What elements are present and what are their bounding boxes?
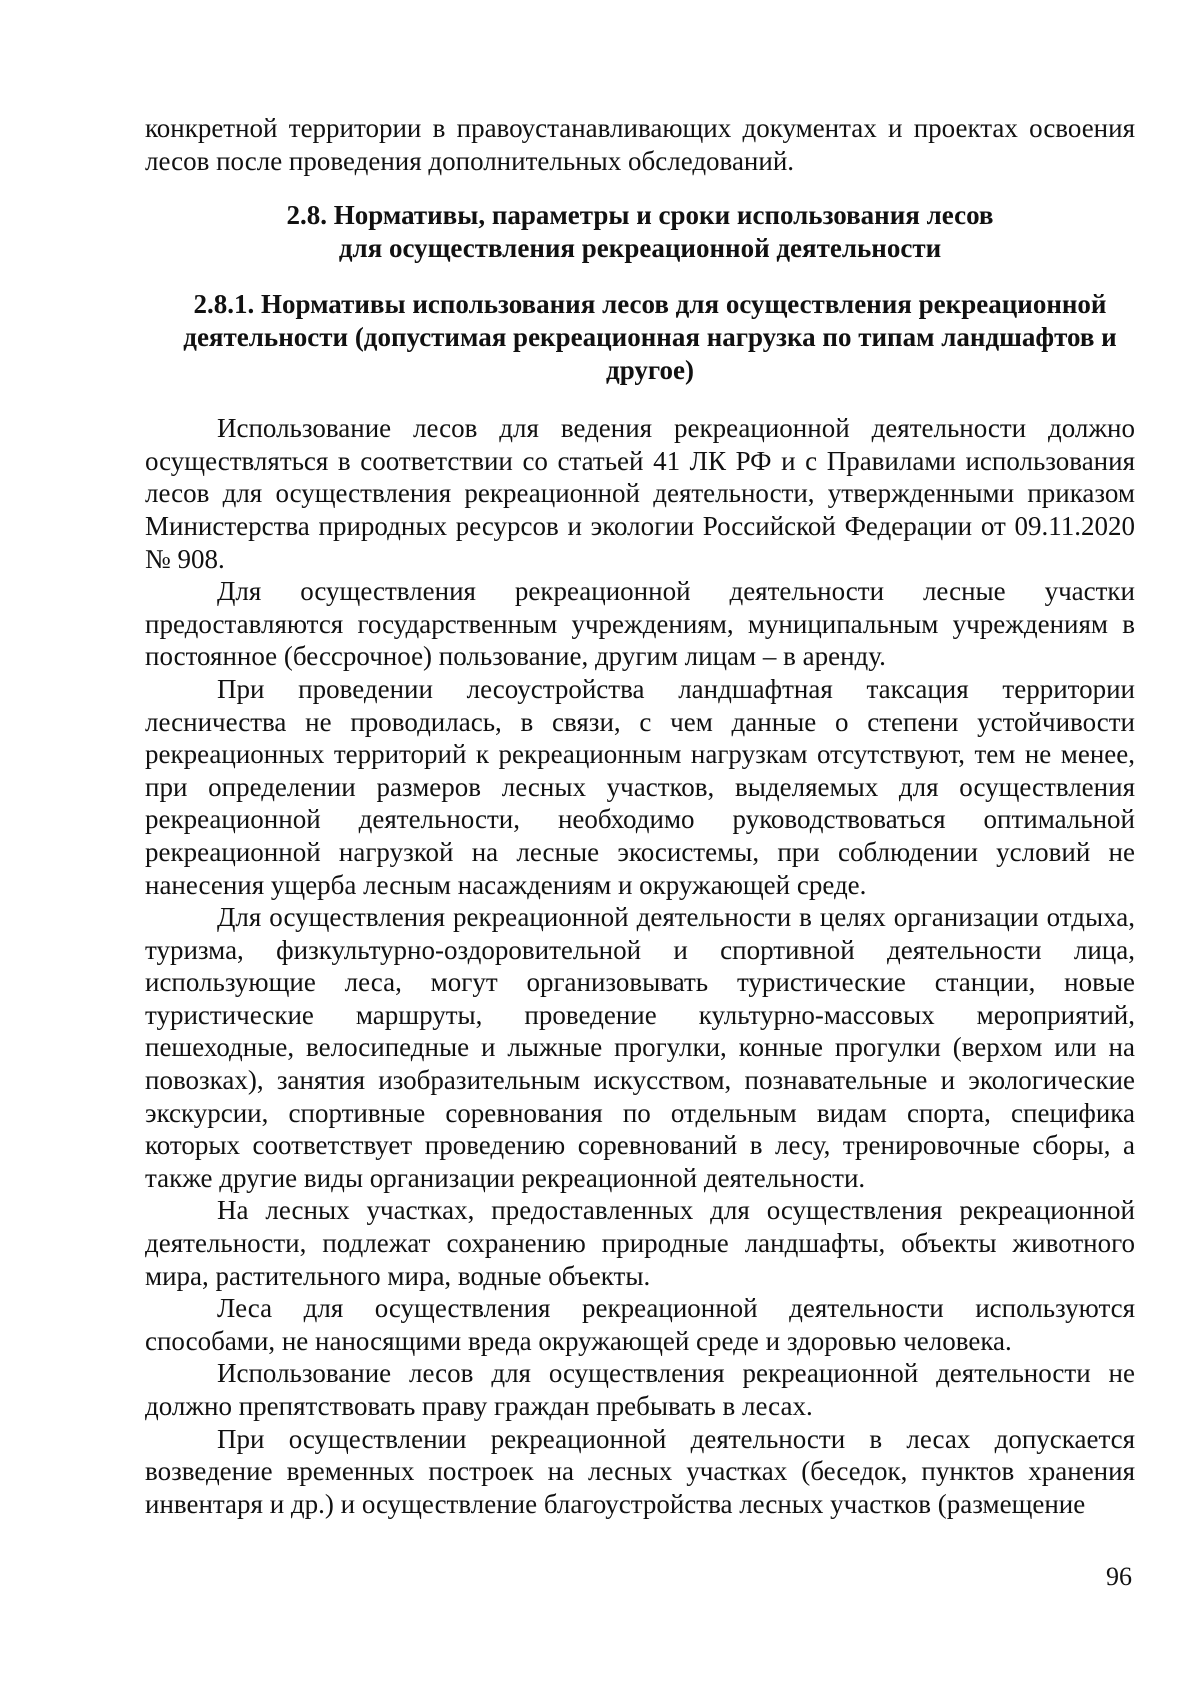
document-body — [145, 112, 1135, 1520]
paragraph: Леса для осуществления рекреационной деятельности используются способами, не наносящими вреда окружающей среде и здоровью человека. — [145, 1293, 1135, 1356]
section-heading: 2.8. Нормативы, параметры и сроки использования лесов для осуществления рекреационной деятельности — [286, 200, 994, 264]
paragraph: На лесных участках, предоставленных для осуществления рекреационной деятельности, подлежат сохранению природные ландшафты, объекты животного мира, растительного мира, водные объекты. — [145, 1195, 1135, 1291]
page-number: 96 — [1106, 1562, 1132, 1591]
paragraph: При проведении лесоустройства ландшафтная таксация территории лесничества не проводилась, в связи, с чем данные о степени устойчивости рекреационных территорий к рекреационным нагрузкам отсутствуют, тем не менее, при определении размеров лесных участков, выделяемых для осуществления рекреационной деятельности, необходимо руководствоваться оптимальной рекреационной нагрузкой на лесные экосистемы, при соблюдении условий не нанесения ущерба лесным насаждениям и окружающей среде. — [145, 673, 1135, 900]
paragraph: Использование лесов для ведения рекреационной деятельности должно осуществляться в соответствии со статьей 41 ЛК РФ и с Правилами использования лесов для осуществления рекреационной деятельности, утвержденными приказом Министерства природных ресурсов и экологии Российской Федерации от 09.11.2020 № 908. — [145, 413, 1135, 574]
subsection-heading: 2.8.1. Нормативы использования лесов для осуществления рекреационной деятельности (допустимая рекреационная нагрузка по типам ландшафтов и другое) — [183, 289, 1117, 386]
paragraph-continued: При осуществлении рекреационной деятельности в лесах допускается возведение временных построек на лесных участках (беседок, пунктов хранения инвентаря и др.) и осуществление благоустройства лесных участков (размещение — [145, 1423, 1135, 1519]
paragraph: Для осуществления рекреационной деятельности в целях организации отдыха, туризма, физкультурно-оздоровительной и спортивной деятельности лица, использующие леса, могут организовывать туристические станции, новые туристические маршруты, проведение культурно-массовых мероприятий, пешеходные, велосипедные и лыжные прогулки, конные прогулки (верхом или на повозках), занятия изобразительным искусством, познавательные и экологические экскурсии, спортивные соревнования по отдельным видам спорта, специфика которых соответствует проведению соревнований в лесу, тренировочные сборы, а также другие виды организации рекреационной деятельности. — [145, 902, 1135, 1193]
paragraph: Для осуществления рекреационной деятельности лесные участки предоставляются государственным учреждениям, муниципальным учреждениям в постоянное (бессрочное) пользование, другим лицам – в аренду. — [145, 576, 1135, 672]
intro-paragraph: конкретной территории в правоустанавливающих документах и проектах освоения лесов после проведения дополнительных обследований. — [145, 113, 1135, 176]
paragraph: Использование лесов для осуществления рекреационной деятельности не должно препятствовать праву граждан пребывать в лесах. — [145, 1358, 1135, 1421]
